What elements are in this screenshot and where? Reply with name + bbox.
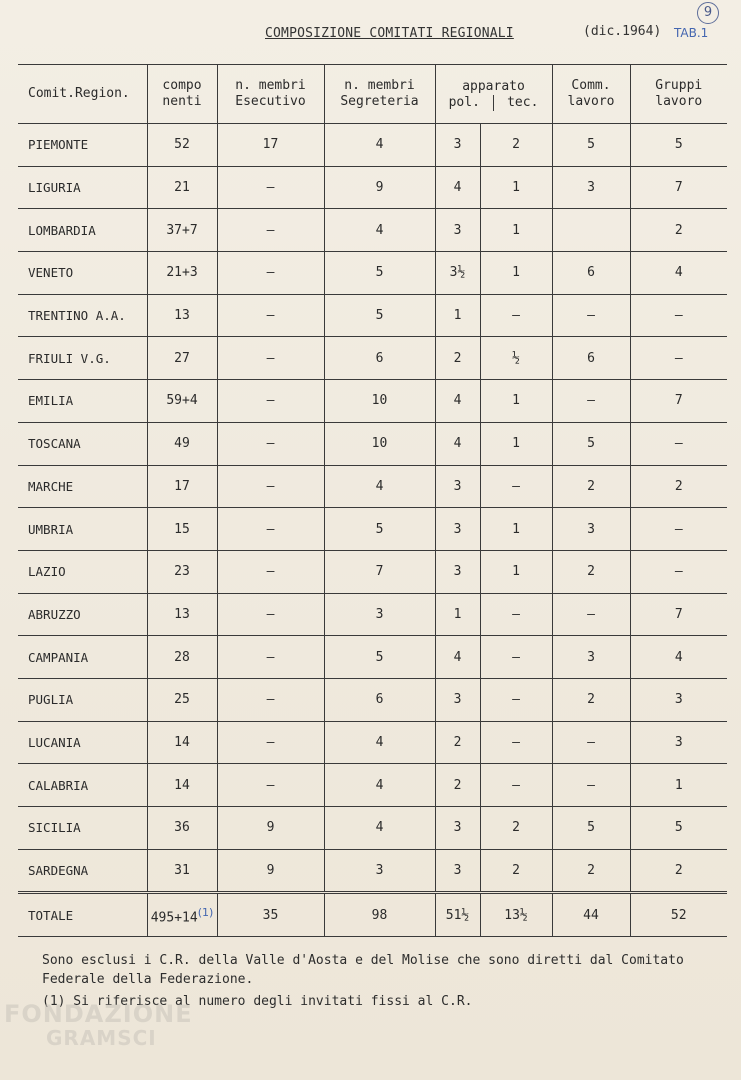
cell-regione: CAMPANIA xyxy=(18,636,147,679)
cell-tec: – xyxy=(480,721,552,764)
table-row xyxy=(18,124,727,167)
cell-regione: UMBRIA xyxy=(18,508,147,551)
col-header-apparato-text: apparato xyxy=(462,79,525,94)
cell-regione: TOSCANA xyxy=(18,422,147,465)
cell-gruppi: – xyxy=(630,337,727,380)
cell-esecutivo: 35 xyxy=(217,893,324,937)
watermark-line1: FONDAZIONE xyxy=(4,1000,193,1028)
cell-comm: – xyxy=(552,764,630,807)
table-body xyxy=(18,124,727,937)
cell-tec: – xyxy=(480,678,552,721)
cell-gruppi: – xyxy=(630,508,727,551)
cell-comm: 2 xyxy=(552,550,630,593)
cell-esecutivo: – xyxy=(217,294,324,337)
note-main: Sono esclusi i C.R. della Valle d'Aosta e del Molise che sono diretti dal Comitato Federale della Federazione. xyxy=(42,953,684,987)
cell-segreteria: 4 xyxy=(324,764,435,807)
cell-esecutivo: – xyxy=(217,764,324,807)
table-row xyxy=(18,209,727,252)
page-number-circle: 9 xyxy=(697,2,719,24)
cell-componenti: 25 xyxy=(147,678,217,721)
cell-comm: 2 xyxy=(552,678,630,721)
cell-componenti: 36 xyxy=(147,807,217,850)
cell-tec: 1 xyxy=(480,550,552,593)
cell-segreteria: 3 xyxy=(324,593,435,636)
cell-pol: 2 xyxy=(435,721,480,764)
cell-tec: 1 xyxy=(480,380,552,423)
col-header-tec: tec. xyxy=(507,95,539,110)
cell-pol: 3 xyxy=(435,465,480,508)
cell-comm: 6 xyxy=(552,337,630,380)
table-row xyxy=(18,721,727,764)
cell-tec: 1 xyxy=(480,166,552,209)
cell-gruppi: 3 xyxy=(630,678,727,721)
cell-regione: TOTALE xyxy=(18,893,147,937)
cell-segreteria: 9 xyxy=(324,166,435,209)
document-title: COMPOSIZIONE COMITATI REGIONALI xyxy=(265,26,514,41)
table-row xyxy=(18,294,727,337)
cell-segreteria: 5 xyxy=(324,252,435,295)
cell-gruppi: 7 xyxy=(630,380,727,423)
col-header-gruppi-text: Gruppi lavoro xyxy=(655,78,703,109)
cell-esecutivo: – xyxy=(217,337,324,380)
cell-segreteria: 4 xyxy=(324,124,435,167)
col-header-componenti xyxy=(147,65,217,124)
cell-comm: 5 xyxy=(552,807,630,850)
document-date: (dic.1964) xyxy=(583,24,662,39)
cell-pol: 4 xyxy=(435,422,480,465)
cell-esecutivo: 9 xyxy=(217,807,324,850)
cell-regione: SARDEGNA xyxy=(18,849,147,893)
col-header-componenti-text: compo nenti xyxy=(162,78,202,109)
cell-tec: – xyxy=(480,593,552,636)
cell-tec: 1 xyxy=(480,508,552,551)
cell-componenti: 13 xyxy=(147,294,217,337)
cell-esecutivo: – xyxy=(217,465,324,508)
cell-segreteria: 7 xyxy=(324,550,435,593)
cell-tec: 1 xyxy=(480,209,552,252)
table-row xyxy=(18,465,727,508)
cell-gruppi: – xyxy=(630,422,727,465)
cell-comm: 3 xyxy=(552,508,630,551)
cell-componenti: 13 xyxy=(147,593,217,636)
cell-gruppi: 2 xyxy=(630,849,727,893)
cell-esecutivo: – xyxy=(217,422,324,465)
cell-gruppi: – xyxy=(630,550,727,593)
cell-comm: 3 xyxy=(552,166,630,209)
table-row xyxy=(18,636,727,679)
cell-esecutivo: – xyxy=(217,380,324,423)
cell-componenti: 14 xyxy=(147,721,217,764)
cell-componenti: 21 xyxy=(147,166,217,209)
cell-comm: – xyxy=(552,593,630,636)
table-row xyxy=(18,807,727,850)
table-row xyxy=(18,337,727,380)
cell-regione: CALABRIA xyxy=(18,764,147,807)
cell-pol: 1 xyxy=(435,294,480,337)
cell-pol: 2 xyxy=(435,764,480,807)
cell-regione: LIGURIA xyxy=(18,166,147,209)
cell-comm: 6 xyxy=(552,252,630,295)
cell-comm: 44 xyxy=(552,893,630,937)
cell-esecutivo: – xyxy=(217,636,324,679)
cell-pol: 3 xyxy=(435,807,480,850)
col-header-commissioni xyxy=(552,65,630,124)
col-header-apparato xyxy=(435,65,552,124)
cell-tec: – xyxy=(480,465,552,508)
table-row xyxy=(18,849,727,893)
col-header-pol: pol. xyxy=(436,95,495,111)
cell-componenti: 52 xyxy=(147,124,217,167)
cell-gruppi: 2 xyxy=(630,465,727,508)
cell-regione: LUCANIA xyxy=(18,721,147,764)
cell-tec: 13½ xyxy=(480,893,552,937)
cell-pol: 3 xyxy=(435,508,480,551)
cell-comm xyxy=(552,209,630,252)
cell-pol: 3 xyxy=(435,124,480,167)
cell-tec: 2 xyxy=(480,807,552,850)
cell-segreteria: 10 xyxy=(324,380,435,423)
cell-esecutivo: – xyxy=(217,593,324,636)
cell-segreteria: 4 xyxy=(324,209,435,252)
cell-componenti: 14 xyxy=(147,764,217,807)
cell-segreteria: 5 xyxy=(324,508,435,551)
cell-esecutivo: – xyxy=(217,550,324,593)
cell-gruppi: 7 xyxy=(630,166,727,209)
cell-regione: PIEMONTE xyxy=(18,124,147,167)
cell-segreteria: 98 xyxy=(324,893,435,937)
cell-segreteria: 4 xyxy=(324,721,435,764)
cell-comm: 2 xyxy=(552,465,630,508)
cell-regione: LOMBARDIA xyxy=(18,209,147,252)
cell-componenti: 28 xyxy=(147,636,217,679)
cell-gruppi: 2 xyxy=(630,209,727,252)
table-row xyxy=(18,593,727,636)
apparato-header-wrap xyxy=(436,77,552,111)
cell-esecutivo: – xyxy=(217,166,324,209)
cell-componenti: 37+7 xyxy=(147,209,217,252)
cell-regione: SICILIA xyxy=(18,807,147,850)
col-header-gruppi xyxy=(630,65,727,124)
cell-componenti: 59+4 xyxy=(147,380,217,423)
cell-pol: 2 xyxy=(435,337,480,380)
cell-componenti: 15 xyxy=(147,508,217,551)
cell-pol: 51½ xyxy=(435,893,480,937)
cell-esecutivo: – xyxy=(217,252,324,295)
cell-esecutivo: 9 xyxy=(217,849,324,893)
cell-esecutivo: – xyxy=(217,508,324,551)
table-row xyxy=(18,252,727,295)
cell-tec: – xyxy=(480,294,552,337)
table-row xyxy=(18,678,727,721)
cell-gruppi: 7 xyxy=(630,593,727,636)
cell-gruppi: 4 xyxy=(630,636,727,679)
cell-esecutivo: – xyxy=(217,721,324,764)
cell-segreteria: 6 xyxy=(324,337,435,380)
col-header-commissioni-text: Comm. lavoro xyxy=(567,78,615,109)
cell-tec: 2 xyxy=(480,124,552,167)
cell-componenti xyxy=(147,893,217,937)
table-row xyxy=(18,550,727,593)
totale-row xyxy=(18,893,727,937)
cell-tec: 2 xyxy=(480,849,552,893)
cell-pol: 3 xyxy=(435,550,480,593)
cell-esecutivo: – xyxy=(217,209,324,252)
cell-tec: ½ xyxy=(480,337,552,380)
cell-segreteria: 10 xyxy=(324,422,435,465)
col-header-esecutivo-text: n. membri Esecutivo xyxy=(235,78,306,109)
table-row xyxy=(18,380,727,423)
cell-componenti: 49 xyxy=(147,422,217,465)
header-row xyxy=(18,65,727,124)
note-footnote: (1) Si riferisce al numero degli invitati fissi al C.R. xyxy=(42,994,473,1009)
cell-pol: 3 xyxy=(435,678,480,721)
cell-comm: 2 xyxy=(552,849,630,893)
cell-componenti: 17 xyxy=(147,465,217,508)
cell-gruppi: 4 xyxy=(630,252,727,295)
table-label: TAB.1 xyxy=(674,26,709,40)
cell-esecutivo: – xyxy=(217,678,324,721)
cell-pol: 4 xyxy=(435,380,480,423)
cell-pol: 3½ xyxy=(435,252,480,295)
cell-componenti: 23 xyxy=(147,550,217,593)
col-header-segreteria-text: n. membri Segreteria xyxy=(340,78,419,109)
cell-regione: MARCHE xyxy=(18,465,147,508)
cell-gruppi: 5 xyxy=(630,807,727,850)
table-row xyxy=(18,166,727,209)
cell-tec: 1 xyxy=(480,422,552,465)
table-row xyxy=(18,764,727,807)
cell-gruppi: 5 xyxy=(630,124,727,167)
cell-pol: 4 xyxy=(435,166,480,209)
watermark-line2: GRAMSCI xyxy=(46,1026,157,1050)
cell-gruppi: 3 xyxy=(630,721,727,764)
comitati-table xyxy=(18,64,727,937)
cell-comm: 3 xyxy=(552,636,630,679)
col-header-regione: Comit.Region. xyxy=(18,65,147,124)
apparato-subheaders xyxy=(436,95,552,111)
table-row xyxy=(18,508,727,551)
cell-regione: EMILIA xyxy=(18,380,147,423)
cell-tec: – xyxy=(480,636,552,679)
cell-regione: PUGLIA xyxy=(18,678,147,721)
table-row xyxy=(18,422,727,465)
cell-comm: 5 xyxy=(552,422,630,465)
cell-segreteria: 6 xyxy=(324,678,435,721)
cell-regione: ABRUZZO xyxy=(18,593,147,636)
cell-regione: FRIULI V.G. xyxy=(18,337,147,380)
cell-gruppi: 52 xyxy=(630,893,727,937)
cell-pol: 3 xyxy=(435,209,480,252)
cell-gruppi: – xyxy=(630,294,727,337)
cell-regione: VENETO xyxy=(18,252,147,295)
cell-componenti: 21+3 xyxy=(147,252,217,295)
cell-tec: – xyxy=(480,764,552,807)
cell-comm: 5 xyxy=(552,124,630,167)
cell-regione: LAZIO xyxy=(18,550,147,593)
totale-componenti-note: (1) xyxy=(197,905,214,919)
totale-componenti: 495+14 xyxy=(150,909,198,925)
cell-segreteria: 5 xyxy=(324,636,435,679)
cell-comm: – xyxy=(552,380,630,423)
cell-pol: 4 xyxy=(435,636,480,679)
cell-segreteria: 4 xyxy=(324,465,435,508)
cell-regione: TRENTINO A.A. xyxy=(18,294,147,337)
cell-componenti: 31 xyxy=(147,849,217,893)
cell-segreteria: 3 xyxy=(324,849,435,893)
cell-esecutivo: 17 xyxy=(217,124,324,167)
col-header-segreteria xyxy=(324,65,435,124)
cell-segreteria: 4 xyxy=(324,807,435,850)
cell-pol: 3 xyxy=(435,849,480,893)
cell-tec: 1 xyxy=(480,252,552,295)
cell-componenti: 27 xyxy=(147,337,217,380)
cell-comm: – xyxy=(552,294,630,337)
cell-segreteria: 5 xyxy=(324,294,435,337)
col-header-esecutivo xyxy=(217,65,324,124)
cell-comm: – xyxy=(552,721,630,764)
cell-gruppi: 1 xyxy=(630,764,727,807)
cell-pol: 1 xyxy=(435,593,480,636)
